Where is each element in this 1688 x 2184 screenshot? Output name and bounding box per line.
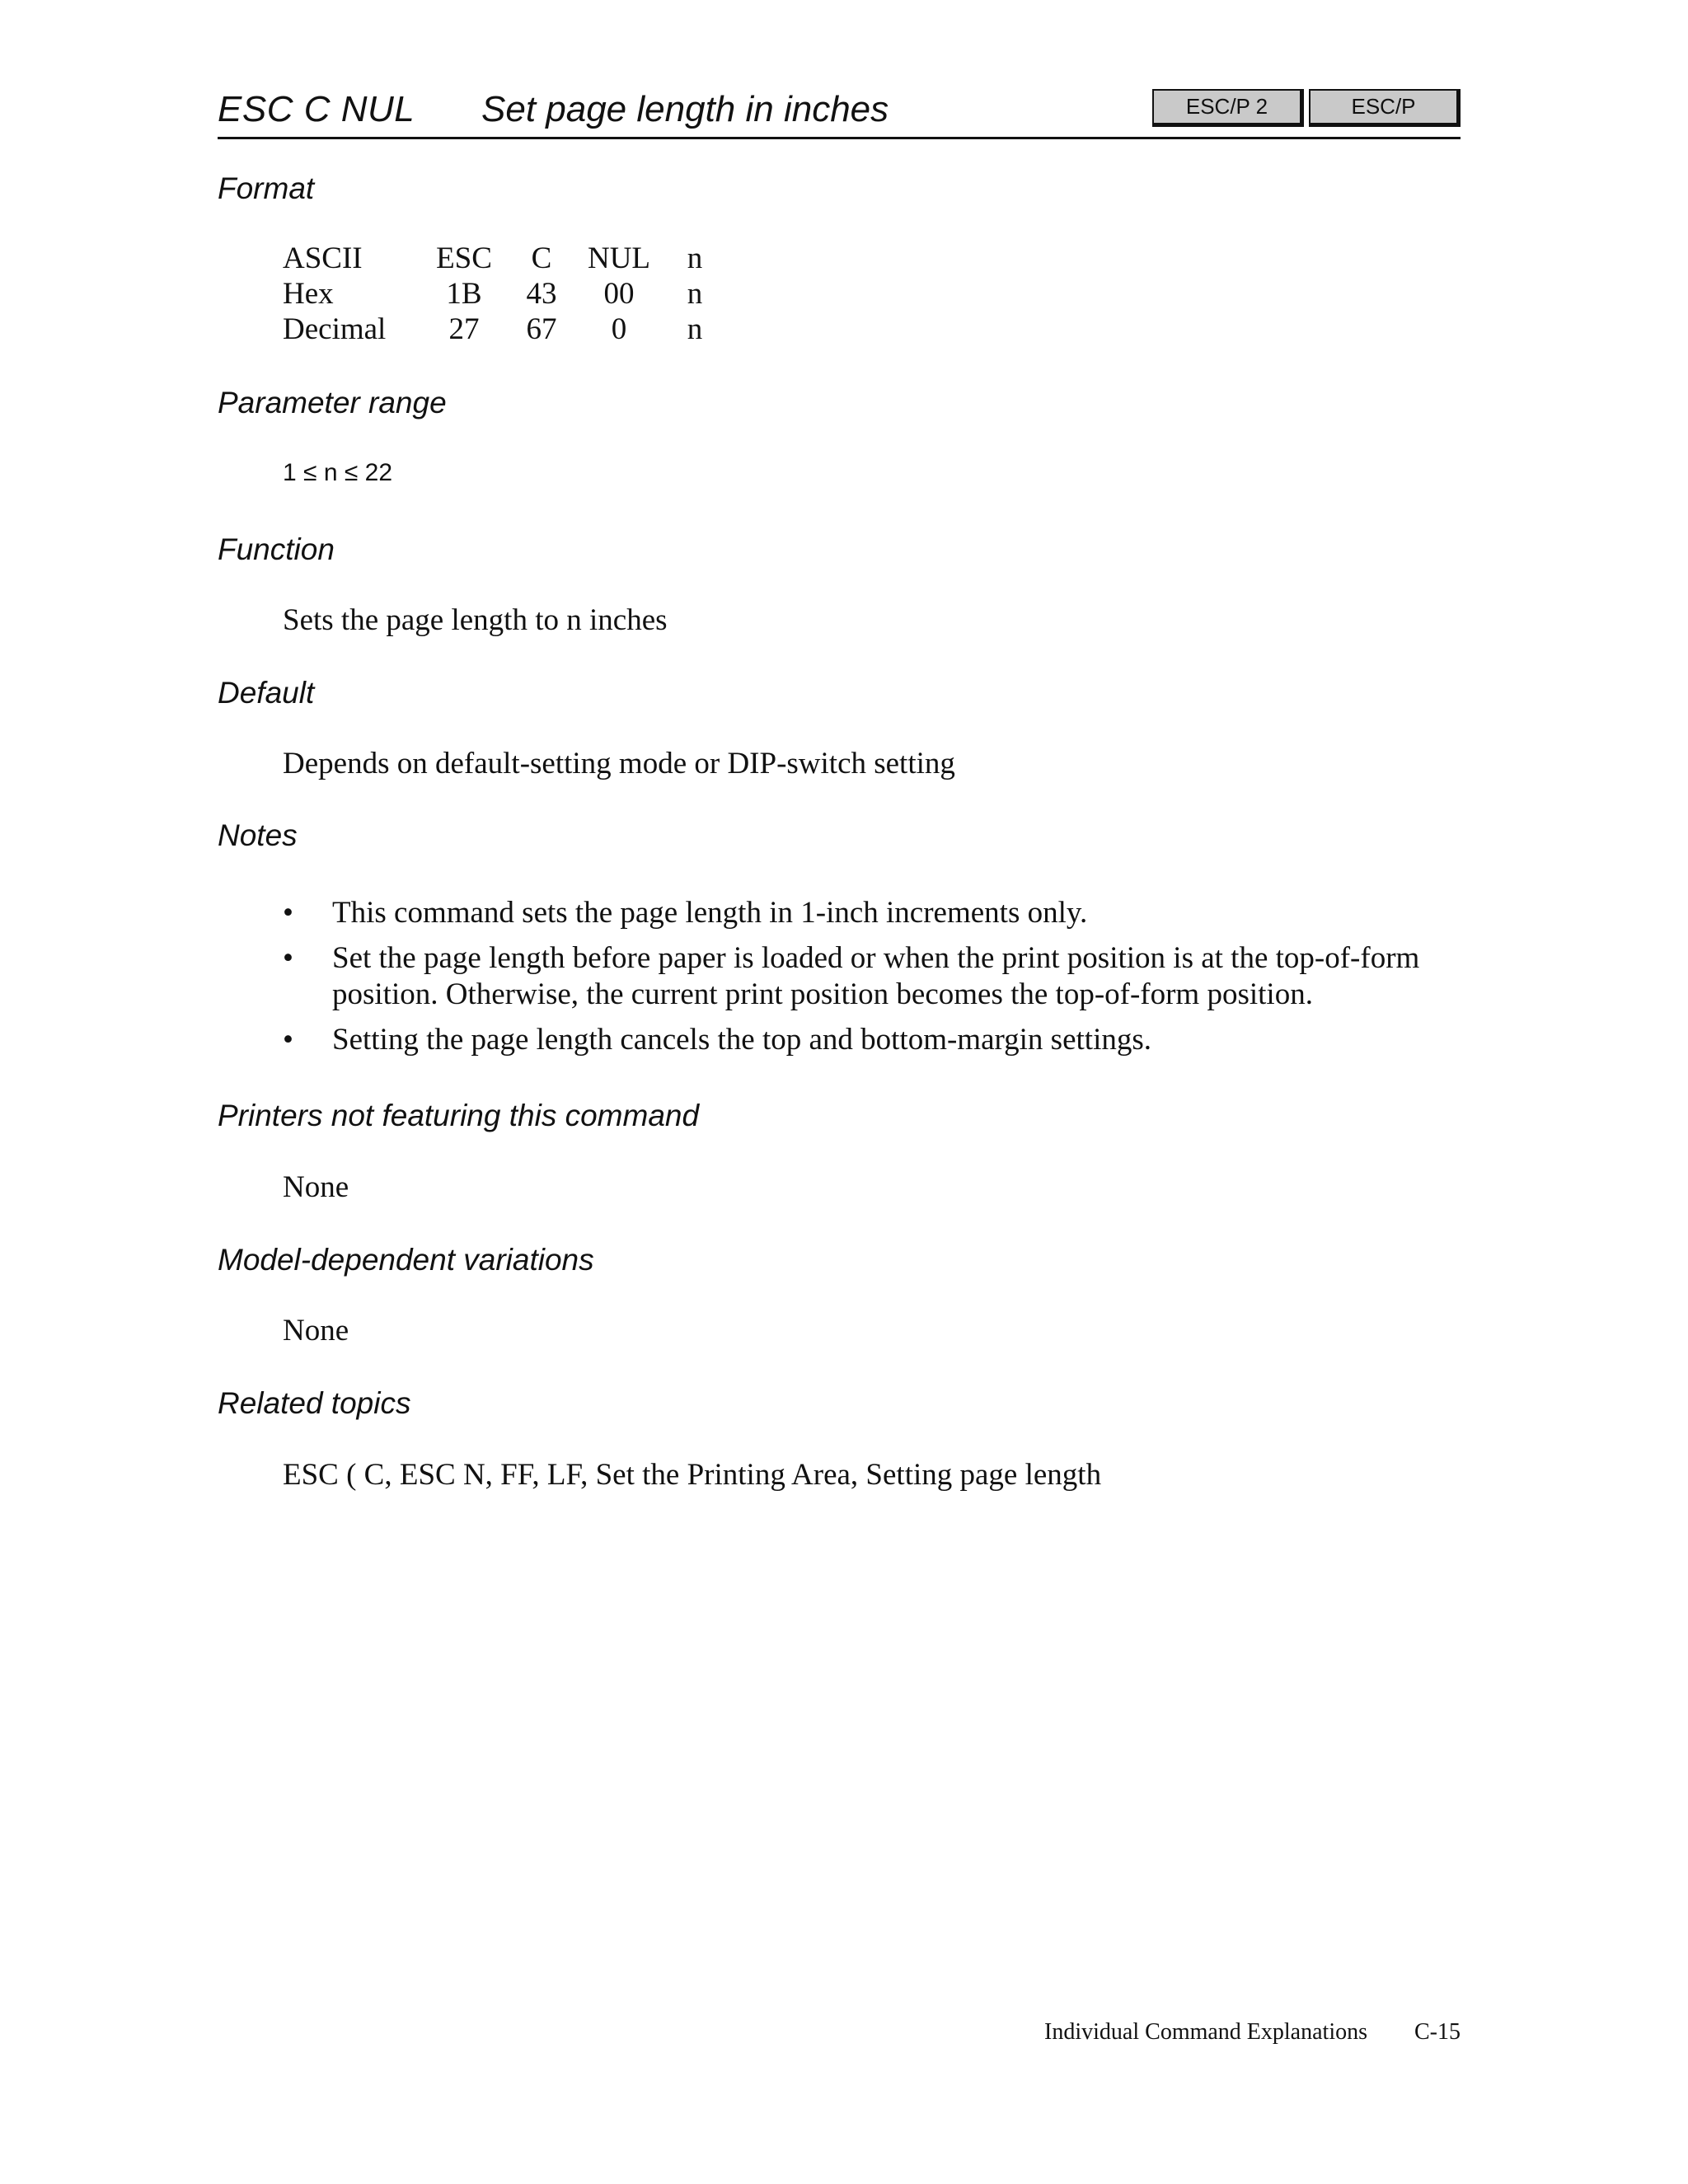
footer-section-title: Individual Command Explanations (1044, 2019, 1367, 2045)
format-heading: Format (218, 171, 315, 205)
default-heading: Default (218, 676, 315, 710)
parameter-range-value: 1 ≤ n ≤ 22 (283, 459, 393, 486)
format-cell: n (687, 312, 703, 346)
format-cell: NUL (587, 241, 651, 275)
format-cell: ASCII (283, 241, 363, 275)
note-item (283, 895, 1453, 931)
printers-not-featuring-heading: Printers not featuring this command (218, 1099, 700, 1132)
format-cell: 43 (526, 277, 557, 311)
parameter-range-heading: Parameter range (218, 386, 447, 419)
command-header (218, 82, 1461, 139)
notes-heading: Notes (218, 818, 298, 852)
format-cell: Hex (283, 277, 334, 311)
format-cell: 00 (603, 277, 635, 311)
note-text: This command sets the page length in 1-inch increments only. (332, 896, 1088, 930)
format-row-ascii (283, 241, 728, 276)
format-cell: ESC (436, 241, 492, 275)
note-text: Set the page length before paper is loaded or when the print position is at the top-of-form position. Otherwise, the current print position becomes the top-of-form position. (332, 941, 1420, 1011)
command-title: Set page length in inches (481, 89, 889, 129)
page-number: C-15 (1414, 2019, 1461, 2045)
bullet-icon: • (283, 1023, 293, 1057)
related-topics-heading: Related topics (218, 1386, 411, 1420)
escp2-badge: ESC/P 2 (1152, 89, 1304, 127)
format-row-hex (283, 276, 728, 312)
command-code: ESC C NUL (218, 89, 415, 129)
model-dependent-heading: Model-dependent variations (218, 1243, 594, 1277)
note-text: Setting the page length cancels the top and bottom-margin settings. (332, 1023, 1151, 1057)
format-cell: 67 (526, 312, 557, 346)
function-heading: Function (218, 532, 335, 566)
format-cell: 1B (446, 277, 482, 311)
format-row-decimal (283, 312, 728, 347)
bullet-icon: • (283, 896, 293, 930)
badge-group (1152, 89, 1461, 127)
function-text: Sets the page length to n inches (283, 603, 668, 637)
page-footer (1044, 2019, 1461, 2046)
note-item (283, 1022, 1453, 1058)
bullet-icon: • (283, 941, 293, 975)
printers-not-featuring-text: None (283, 1170, 349, 1204)
format-cell: n (687, 277, 703, 311)
format-cell: 0 (611, 312, 627, 346)
format-cell: C (531, 241, 552, 275)
format-cell: n (687, 241, 703, 275)
format-cell: Decimal (283, 312, 387, 346)
format-table (283, 241, 728, 347)
model-dependent-text: None (283, 1314, 349, 1347)
notes-list (283, 895, 1453, 1067)
note-item (283, 940, 1453, 1013)
default-text: Depends on default-setting mode or DIP-switch setting (283, 747, 955, 780)
escp-badge: ESC/P (1309, 89, 1461, 127)
format-cell: 27 (448, 312, 480, 346)
related-topics-text: ESC ( C, ESC N, FF, LF, Set the Printing Area, Setting page length (283, 1458, 1102, 1492)
